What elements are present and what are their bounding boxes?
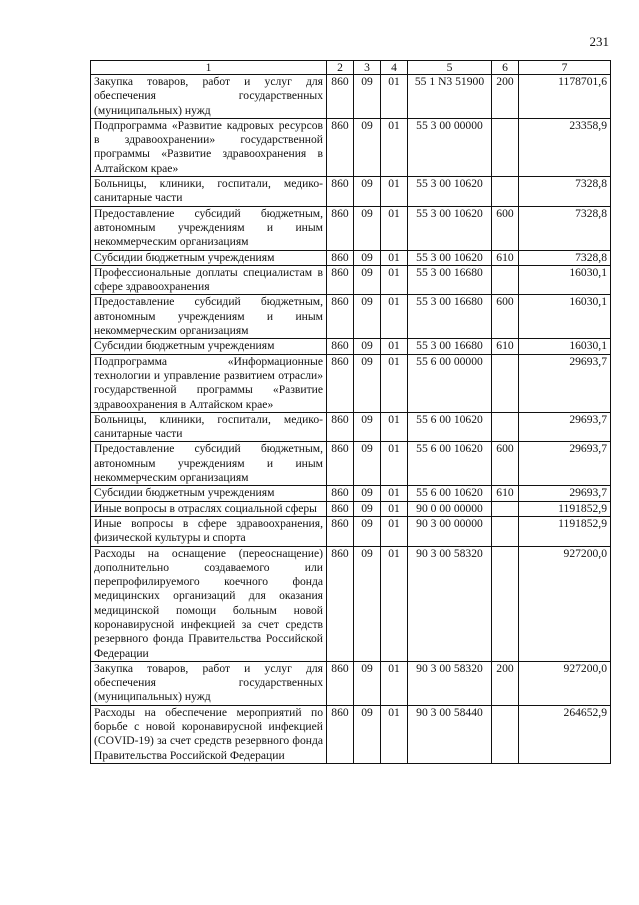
amount-cell: 7328,8 bbox=[519, 206, 611, 250]
section-cell: 09 bbox=[354, 546, 381, 661]
target-article-cell: 90 3 00 58320 bbox=[408, 546, 492, 661]
budget-table bbox=[90, 60, 611, 764]
target-article-cell: 90 3 00 00000 bbox=[408, 516, 492, 546]
amount-cell: 29693,7 bbox=[519, 412, 611, 442]
ministry-code-cell: 860 bbox=[327, 295, 354, 339]
ministry-code-cell: 860 bbox=[327, 118, 354, 176]
subsection-cell: 01 bbox=[381, 75, 408, 119]
row-name-cell: Закупка товаров, работ и услуг для обеспечения государственных (муниципальных) нужд bbox=[91, 661, 327, 705]
target-article-cell: 55 6 00 00000 bbox=[408, 354, 492, 412]
ministry-code-cell: 860 bbox=[327, 177, 354, 207]
row-name-cell: Субсидии бюджетным учреждениям bbox=[91, 486, 327, 501]
subsection-cell: 01 bbox=[381, 354, 408, 412]
expense-type-cell bbox=[492, 412, 519, 442]
section-cell: 09 bbox=[354, 295, 381, 339]
table-row bbox=[91, 442, 611, 486]
amount-cell: 1191852,9 bbox=[519, 501, 611, 516]
amount-cell: 264652,9 bbox=[519, 705, 611, 763]
table-row bbox=[91, 501, 611, 516]
expense-type-cell bbox=[492, 265, 519, 295]
target-article-cell: 55 3 00 10620 bbox=[408, 177, 492, 207]
expense-type-cell bbox=[492, 177, 519, 207]
target-article-cell: 55 6 00 10620 bbox=[408, 412, 492, 442]
table-row bbox=[91, 177, 611, 207]
table-row bbox=[91, 546, 611, 661]
row-name-cell: Иные вопросы в сфере здравоохранения, физической культуры и спорта bbox=[91, 516, 327, 546]
amount-cell: 16030,1 bbox=[519, 265, 611, 295]
table-row bbox=[91, 206, 611, 250]
target-article-cell: 55 3 00 16680 bbox=[408, 295, 492, 339]
section-cell: 09 bbox=[354, 442, 381, 486]
row-name-cell: Предоставление субсидий бюджетным, автономным учреждениям и иным некоммерческим организациям bbox=[91, 295, 327, 339]
target-article-cell: 55 3 00 16680 bbox=[408, 265, 492, 295]
section-cell: 09 bbox=[354, 661, 381, 705]
section-cell: 09 bbox=[354, 206, 381, 250]
table-row bbox=[91, 412, 611, 442]
section-cell: 09 bbox=[354, 339, 381, 354]
ministry-code-cell: 860 bbox=[327, 250, 354, 265]
expense-type-cell: 610 bbox=[492, 250, 519, 265]
row-name-cell: Подпрограмма «Информационные технологии и управление развитием отрасли» государственной программы «Развитие здравоохранения в Алтайском крае» bbox=[91, 354, 327, 412]
row-name-cell: Расходы на обеспечение мероприятий по борьбе с новой коронавирусной инфекцией (COVID-19) за счет средств резервного фонда Правительства Российской Федерации bbox=[91, 705, 327, 763]
column-header: 5 bbox=[408, 61, 492, 75]
row-name-cell: Подпрограмма «Развитие кадровых ресурсов в здравоохранении» государственной программы «Развитие здравоохранения в Алтайском крае» bbox=[91, 118, 327, 176]
row-name-cell: Закупка товаров, работ и услуг для обеспечения государственных (муниципальных) нужд bbox=[91, 75, 327, 119]
ministry-code-cell: 860 bbox=[327, 354, 354, 412]
section-cell: 09 bbox=[354, 516, 381, 546]
amount-cell: 1178701,6 bbox=[519, 75, 611, 119]
subsection-cell: 01 bbox=[381, 412, 408, 442]
amount-cell: 7328,8 bbox=[519, 177, 611, 207]
column-header: 1 bbox=[91, 61, 327, 75]
row-name-cell: Больницы, клиники, госпитали, медико-санитарные части bbox=[91, 412, 327, 442]
subsection-cell: 01 bbox=[381, 705, 408, 763]
section-cell: 09 bbox=[354, 486, 381, 501]
section-cell: 09 bbox=[354, 75, 381, 119]
ministry-code-cell: 860 bbox=[327, 265, 354, 295]
expense-type-cell: 200 bbox=[492, 75, 519, 119]
column-header: 2 bbox=[327, 61, 354, 75]
section-cell: 09 bbox=[354, 265, 381, 295]
subsection-cell: 01 bbox=[381, 546, 408, 661]
table-row bbox=[91, 486, 611, 501]
row-name-cell: Расходы на оснащение (переоснащение) дополнительно создаваемого или перепрофилируемого коечного фонда медицинских организаций для оказания медицинской помощи больным новой коронавирусной инфекцией за счет средств резервного фонда Правительства Российской Федерации bbox=[91, 546, 327, 661]
table-row bbox=[91, 705, 611, 763]
table-row bbox=[91, 661, 611, 705]
expense-type-cell: 600 bbox=[492, 206, 519, 250]
amount-cell: 927200,0 bbox=[519, 546, 611, 661]
expense-type-cell: 600 bbox=[492, 442, 519, 486]
expense-type-cell: 610 bbox=[492, 339, 519, 354]
subsection-cell: 01 bbox=[381, 442, 408, 486]
section-cell: 09 bbox=[354, 118, 381, 176]
section-cell: 09 bbox=[354, 501, 381, 516]
row-name-cell: Субсидии бюджетным учреждениям bbox=[91, 339, 327, 354]
subsection-cell: 01 bbox=[381, 661, 408, 705]
table-row bbox=[91, 516, 611, 546]
ministry-code-cell: 860 bbox=[327, 75, 354, 119]
section-cell: 09 bbox=[354, 177, 381, 207]
expense-type-cell bbox=[492, 118, 519, 176]
subsection-cell: 01 bbox=[381, 486, 408, 501]
expense-type-cell: 610 bbox=[492, 486, 519, 501]
ministry-code-cell: 860 bbox=[327, 546, 354, 661]
target-article-cell: 55 3 00 00000 bbox=[408, 118, 492, 176]
amount-cell: 29693,7 bbox=[519, 442, 611, 486]
amount-cell: 23358,9 bbox=[519, 118, 611, 176]
row-name-cell: Профессиональные доплаты специалистам в сфере здравоохранения bbox=[91, 265, 327, 295]
target-article-cell: 55 3 00 16680 bbox=[408, 339, 492, 354]
target-article-cell: 55 6 00 10620 bbox=[408, 442, 492, 486]
table-body bbox=[91, 75, 611, 764]
row-name-cell: Субсидии бюджетным учреждениям bbox=[91, 250, 327, 265]
subsection-cell: 01 bbox=[381, 206, 408, 250]
column-header: 6 bbox=[492, 61, 519, 75]
amount-cell: 1191852,9 bbox=[519, 516, 611, 546]
table-row bbox=[91, 339, 611, 354]
page-number: 231 bbox=[589, 34, 609, 49]
row-name-cell: Больницы, клиники, госпитали, медико-санитарные части bbox=[91, 177, 327, 207]
amount-cell: 29693,7 bbox=[519, 486, 611, 501]
table-header-row bbox=[91, 61, 611, 75]
ministry-code-cell: 860 bbox=[327, 206, 354, 250]
table-row bbox=[91, 265, 611, 295]
ministry-code-cell: 860 bbox=[327, 705, 354, 763]
ministry-code-cell: 860 bbox=[327, 412, 354, 442]
ministry-code-cell: 860 bbox=[327, 501, 354, 516]
table-row bbox=[91, 295, 611, 339]
subsection-cell: 01 bbox=[381, 118, 408, 176]
ministry-code-cell: 860 bbox=[327, 339, 354, 354]
expense-type-cell: 200 bbox=[492, 661, 519, 705]
amount-cell: 16030,1 bbox=[519, 295, 611, 339]
target-article-cell: 90 3 00 58320 bbox=[408, 661, 492, 705]
subsection-cell: 01 bbox=[381, 516, 408, 546]
amount-cell: 7328,8 bbox=[519, 250, 611, 265]
section-cell: 09 bbox=[354, 412, 381, 442]
table-row bbox=[91, 118, 611, 176]
ministry-code-cell: 860 bbox=[327, 442, 354, 486]
table-row bbox=[91, 75, 611, 119]
subsection-cell: 01 bbox=[381, 265, 408, 295]
row-name-cell: Предоставление субсидий бюджетным, автономным учреждениям и иным некоммерческим организациям bbox=[91, 206, 327, 250]
target-article-cell: 90 3 00 58440 bbox=[408, 705, 492, 763]
ministry-code-cell: 860 bbox=[327, 486, 354, 501]
expense-type-cell bbox=[492, 516, 519, 546]
section-cell: 09 bbox=[354, 250, 381, 265]
amount-cell: 927200,0 bbox=[519, 661, 611, 705]
subsection-cell: 01 bbox=[381, 250, 408, 265]
column-header: 3 bbox=[354, 61, 381, 75]
expense-type-cell bbox=[492, 501, 519, 516]
expense-type-cell bbox=[492, 354, 519, 412]
target-article-cell: 90 0 00 00000 bbox=[408, 501, 492, 516]
table-row bbox=[91, 250, 611, 265]
amount-cell: 16030,1 bbox=[519, 339, 611, 354]
target-article-cell: 55 3 00 10620 bbox=[408, 250, 492, 265]
section-cell: 09 bbox=[354, 705, 381, 763]
amount-cell: 29693,7 bbox=[519, 354, 611, 412]
expense-type-cell: 600 bbox=[492, 295, 519, 339]
column-header: 4 bbox=[381, 61, 408, 75]
expense-type-cell bbox=[492, 546, 519, 661]
subsection-cell: 01 bbox=[381, 295, 408, 339]
target-article-cell: 55 1 N3 51900 bbox=[408, 75, 492, 119]
section-cell: 09 bbox=[354, 354, 381, 412]
target-article-cell: 55 3 00 10620 bbox=[408, 206, 492, 250]
subsection-cell: 01 bbox=[381, 177, 408, 207]
table-row bbox=[91, 354, 611, 412]
column-header: 7 bbox=[519, 61, 611, 75]
ministry-code-cell: 860 bbox=[327, 516, 354, 546]
row-name-cell: Предоставление субсидий бюджетным, автономным учреждениям и иным некоммерческим организациям bbox=[91, 442, 327, 486]
row-name-cell: Иные вопросы в отраслях социальной сферы bbox=[91, 501, 327, 516]
expense-type-cell bbox=[492, 705, 519, 763]
subsection-cell: 01 bbox=[381, 501, 408, 516]
target-article-cell: 55 6 00 10620 bbox=[408, 486, 492, 501]
ministry-code-cell: 860 bbox=[327, 661, 354, 705]
subsection-cell: 01 bbox=[381, 339, 408, 354]
